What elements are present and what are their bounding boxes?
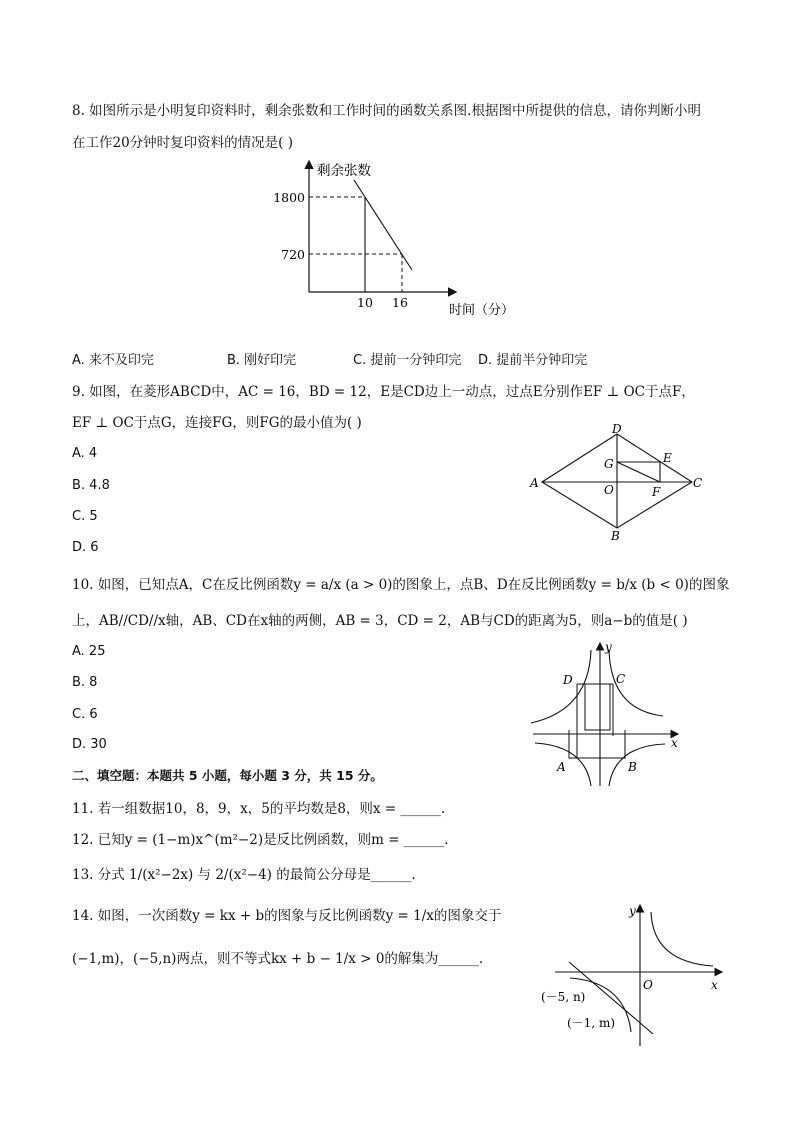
q10-label-c: C bbox=[616, 672, 626, 686]
q9-label-g: G bbox=[604, 457, 614, 471]
q12-text: 12. 已知y = (1−m)x^(m²−2)是反比例函数，则m = ______. bbox=[72, 832, 449, 848]
q10-label-b: B bbox=[628, 760, 637, 774]
q8-line1: 8. 如图所示是小明复印资料时，剩余张数和工作时间的函数关系图.根据图中所提供的信息，请你判断小明 bbox=[72, 103, 701, 119]
q13-text: 13. 分式 1/(x²−2x) 与 2/(x²−4) 的最简公分母是______. bbox=[72, 867, 416, 883]
q8-ylabel: 剩余张数 bbox=[317, 163, 371, 179]
q10-label-x: x bbox=[671, 736, 678, 750]
q10-option-c: C. 6 bbox=[72, 707, 98, 722]
q10-option-b: B. 8 bbox=[72, 675, 98, 690]
q8-graph bbox=[270, 152, 530, 322]
q9-label-f: F bbox=[652, 485, 661, 499]
q8-ytick-1800: 1800 bbox=[273, 190, 305, 205]
q10-option-d: D. 30 bbox=[72, 737, 107, 752]
q9-option-c: C. 5 bbox=[72, 509, 98, 524]
q9-option-b: B. 4.8 bbox=[72, 478, 110, 493]
q14-line2: (−1,m)，(−5,n)两点，则不等式kx + b − 1/x > 0的解集为______. bbox=[72, 951, 484, 967]
q14-label-x: x bbox=[711, 978, 718, 992]
q14-line1: 14. 如图，一次函数y = kx + b的图象与反比例函数y = 1/x的图象交于 bbox=[72, 908, 502, 924]
q8-option-c: C. 提前一分钟印完 bbox=[353, 353, 462, 368]
q14-label-y: y bbox=[629, 904, 636, 918]
q9-label-e: E bbox=[663, 451, 672, 465]
q9-label-c: C bbox=[693, 476, 703, 490]
q9-label-b: B bbox=[611, 529, 620, 543]
q10-label-y: y bbox=[605, 640, 612, 654]
q14-point-neg5-n: (－5, n) bbox=[541, 990, 586, 1004]
q9-label-a: A bbox=[530, 476, 539, 490]
q9-option-a: A. 4 bbox=[72, 446, 98, 461]
q9-option-d: D. 6 bbox=[72, 540, 99, 555]
q9-rhombus-figure bbox=[522, 420, 712, 545]
q11-text: 11. 若一组数据10，8，9，x，5的平均数是8，则x = ______. bbox=[72, 801, 446, 817]
q9-line2: EF ⊥ OC于点G，连接FG，则FG的最小值为( ) bbox=[72, 415, 362, 431]
q10-label-d: D bbox=[563, 673, 573, 687]
q10-option-a: A. 25 bbox=[72, 644, 106, 659]
q10-line1: 10. 如图，已知点A，C在反比例函数y = a/x (a > 0)的图象上，点B、D在反比例函数y = b/x (b < 0)的图象 bbox=[72, 577, 730, 593]
q10-label-a: A bbox=[557, 760, 566, 774]
q10-hyperbola-figure bbox=[525, 638, 685, 788]
q8-option-b: B. 刚好印完 bbox=[227, 353, 297, 368]
q9-line1: 9. 如图，在菱形ABCD中，AC = 16，BD = 12，E是CD边上一动点，过点E分别作EF ⊥ OC于点F， bbox=[72, 384, 695, 400]
q8-xlabel: 时间（分） bbox=[449, 303, 515, 318]
q14-function-figure bbox=[535, 900, 730, 1050]
q14-point-neg1-m: (－1, m) bbox=[567, 1016, 616, 1030]
q9-label-d: D bbox=[612, 422, 622, 436]
q8-line2: 在工作20分钟时复印资料的情况是( ) bbox=[72, 135, 294, 151]
q14-label-o: O bbox=[643, 978, 653, 992]
q9-label-o: O bbox=[604, 483, 614, 497]
q8-ytick-720: 720 bbox=[281, 247, 305, 262]
section2-heading: 二、填空题：本题共 5 小题，每小题 3 分，共 15 分。 bbox=[72, 768, 383, 783]
q10-line2: 上，AB//CD//x轴，AB、CD在x轴的两侧，AB = 3，CD = 2，AB与CD的距离为5，则a−b的值是( ) bbox=[72, 613, 688, 629]
q8-xtick-10: 10 bbox=[357, 295, 373, 310]
q8-xtick-16: 16 bbox=[392, 295, 408, 310]
q8-option-a: A. 来不及印完 bbox=[72, 353, 154, 368]
q8-option-d: D. 提前半分钟印完 bbox=[478, 353, 588, 368]
